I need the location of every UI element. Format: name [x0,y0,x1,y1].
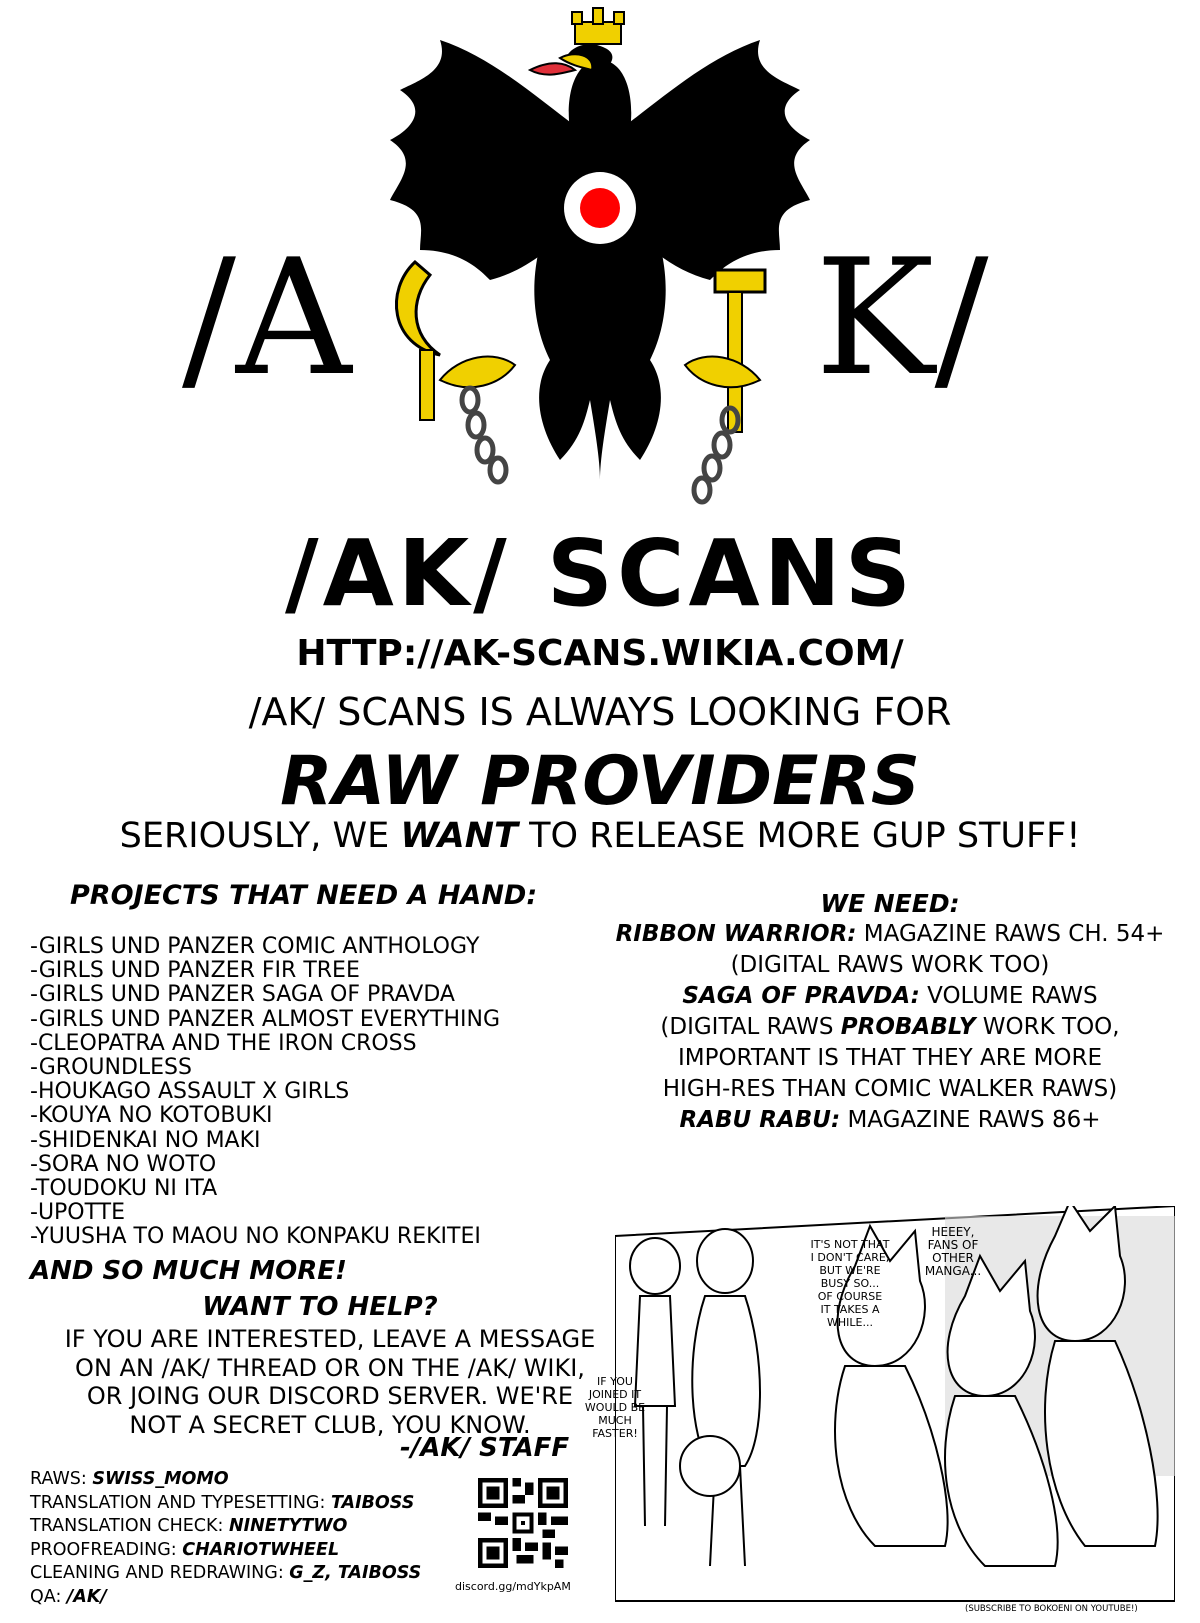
bubble-line: IT'S NOT THAT [810,1238,890,1251]
rabu-text: MAGAZINE RAWS 86+ [840,1107,1101,1133]
credit-role: QA: [30,1586,67,1607]
speech-bubble [918,1226,988,1278]
help-line: NOT A SECRET CLUB, YOU KNOW. [129,1410,531,1439]
project-item: -GIRLS UND PANZER COMIC ANTHOLOGY [30,934,480,959]
discord-link[interactable]: discord.gg/mdYkpAM [455,1580,571,1593]
speech-bubble [805,1238,895,1329]
projects-heading: PROJECTS THAT NEED A HAND: [70,880,538,911]
credits-list [30,1468,421,1609]
bubble-line: WHILE... [827,1316,873,1329]
need-saga-line [610,981,1170,1012]
saga-note-part-2: WORK TOO, [975,1014,1120,1040]
speech-bubble [580,1375,650,1440]
bubble-line: OTHER [932,1251,974,1265]
credit-name: TAIBOSS [330,1492,415,1513]
bubble-line: I DON'T CARE, [810,1251,890,1264]
credit-role: TRANSLATION CHECK: [30,1516,229,1536]
qr-code-icon[interactable] [478,1478,568,1568]
page-title: /AK/ SCANS [285,520,915,627]
help-line: ON AN /AK/ THREAD OR ON THE /AK/ WIKI, [75,1353,585,1382]
project-item: -GIRLS UND PANZER FIR TREE [30,958,360,984]
bubble-line: WOULD BE [584,1401,646,1414]
rabu-title: RABU RABU: [679,1107,841,1133]
credit-name: NINETYTWO [228,1516,348,1536]
seriously-part-1: SERIOUSLY, WE [119,816,401,856]
bubble-line: HEEEY, [931,1225,975,1239]
hammer-icon [715,270,765,432]
project-item: -YUUSHA TO MAOU NO KONPAKU REKITEI [30,1224,481,1250]
need-rabu-line [610,1105,1170,1136]
bubble-line: IT TAKES A [820,1303,880,1316]
credit-name: G_Z, TAIBOSS [289,1563,422,1583]
seriously-part-2: TO RELEASE MORE GUP STUFF! [517,816,1081,856]
saga-note-3: HIGH-RES THAN COMIC WALKER RAWS) [662,1076,1118,1102]
saga-note-2: IMPORTANT IS THAT THEY ARE MORE [677,1045,1103,1071]
credit-row [30,1586,421,1610]
project-item: -SHIDENKAI NO MAKI [30,1127,261,1153]
project-item: -GROUNDLESS [30,1055,192,1081]
ribbon-note: (DIGITAL RAWS WORK TOO) [730,952,1050,978]
bubble-line: OF COURSE [817,1290,883,1303]
eagle-emblem-icon [380,0,820,515]
credit-row [30,1492,421,1516]
crown-icon [572,8,624,44]
help-body [30,1325,630,1439]
projects-list [30,935,500,1250]
bubble-line: JOINED IT [588,1388,642,1401]
ribbon-title: RIBBON WARRIOR: [615,921,857,947]
raw-providers-heading: RAW PROVIDERS [280,742,920,821]
project-item: -HOUKAGO ASSAULT X GIRLS [30,1079,350,1105]
project-item: -KOUYA NO KOTOBUKI [30,1103,273,1129]
credit-role: RAWS: [30,1469,93,1489]
ribbon-text: MAGAZINE RAWS CH. 54+ [856,921,1165,947]
help-line: IF YOU ARE INTERESTED, LEAVE A MESSAGE [64,1325,596,1353]
youtube-caption: (SUBSCRIBE TO BOKOENI ON YOUTUBE!) [965,1604,1138,1614]
header-left-letters: /A [182,224,352,411]
credit-name: SWISS_MOMO [92,1469,229,1489]
sickle-icon [396,262,440,420]
credit-row [30,1515,421,1539]
staff-signature: -/AK/ STAFF [400,1433,570,1463]
bubble-line: MUCH [598,1414,632,1427]
bubble-line: BUSY SO... [820,1277,880,1290]
so-much-more-text: AND SO MUCH MORE! [30,1256,347,1286]
help-line: OR JOING OUR DISCORD SERVER. WE'RE [86,1382,574,1410]
bubble-line: MANGA... [924,1264,982,1278]
saga-note-emphasis: PROBABLY [840,1014,976,1040]
credit-role: CLEANING AND REDRAWING: [30,1563,290,1583]
saga-note-part-1: (DIGITAL RAWS [660,1014,841,1040]
credit-role: TRANSLATION AND TYPESETTING: [30,1492,331,1513]
bubble-line: FASTER! [592,1427,638,1440]
credit-row [30,1539,421,1563]
saga-note [610,1012,1170,1043]
bubble-line: FANS OF [927,1238,979,1252]
wiki-url[interactable]: HTTP://AK-SCANS.WIKIA.COM/ [296,633,904,674]
project-item: -UPOTTE [30,1200,126,1226]
bubble-line: BUT WE'RE [819,1264,881,1277]
want-to-help-heading: WANT TO HELP? [202,1292,438,1322]
saga-title: SAGA OF PRAVDA: [682,983,920,1009]
bubble-line: IF YOU [597,1375,633,1388]
credit-role: PROOFREADING: [30,1539,183,1560]
seriously-text [0,816,1200,856]
credit-row [30,1468,421,1492]
need-ribbon-line [610,919,1170,950]
seriously-emphasis: WANT [400,816,518,856]
project-item: -SORA NO WOTO [30,1151,217,1177]
comic-panel-illustration [615,1206,1175,1606]
credit-row [30,1562,421,1586]
we-need-section [610,888,1170,1136]
project-item: -GIRLS UND PANZER ALMOST EVERYTHING [30,1006,501,1032]
saga-text: VOLUME RAWS [919,983,1098,1009]
project-item: -CLEOPATRA AND THE IRON CROSS [30,1030,417,1056]
project-item: -TOUDOKU NI ITA [30,1176,218,1202]
credit-name: /AK/ [66,1586,107,1607]
we-need-heading: WE NEED: [820,889,960,918]
project-item: -GIRLS UND PANZER SAGA OF PRAVDA [30,982,455,1008]
credit-name: CHARIOTWHEEL [182,1539,340,1560]
looking-for-text: /AK/ SCANS IS ALWAYS LOOKING FOR [248,690,952,734]
header-right-letters: K/ [815,224,989,411]
